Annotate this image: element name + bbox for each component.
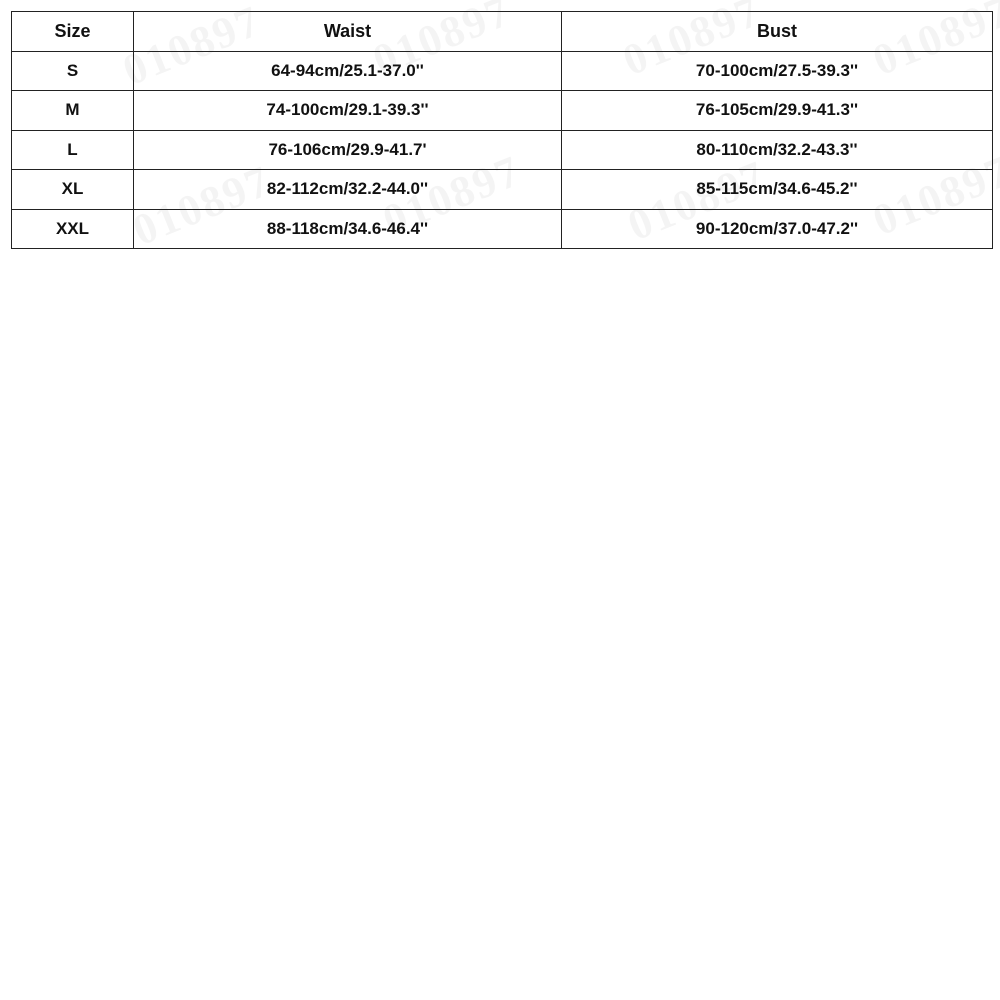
waist-cell: 74-100cm/29.1-39.3'' (134, 91, 562, 131)
table-row (12, 130, 993, 170)
size-cell: S (12, 51, 134, 91)
waist-cell: 64-94cm/25.1-37.0'' (134, 51, 562, 91)
table-row (12, 91, 993, 131)
bust-cell: 90-120cm/37.0-47.2'' (562, 209, 993, 249)
bust-cell: 76-105cm/29.9-41.3'' (562, 91, 993, 131)
table-header-row (12, 12, 993, 52)
bust-cell: 80-110cm/32.2-43.3'' (562, 130, 993, 170)
waist-cell: 88-118cm/34.6-46.4'' (134, 209, 562, 249)
header-waist: Waist (134, 12, 562, 52)
header-bust: Bust (562, 12, 993, 52)
table-row (12, 209, 993, 249)
table-row (12, 51, 993, 91)
bust-cell: 70-100cm/27.5-39.3'' (562, 51, 993, 91)
waist-cell: 76-106cm/29.9-41.7' (134, 130, 562, 170)
size-chart-table (11, 11, 993, 249)
waist-cell: 82-112cm/32.2-44.0'' (134, 170, 562, 210)
header-size: Size (12, 12, 134, 52)
size-cell: L (12, 130, 134, 170)
bust-cell: 85-115cm/34.6-45.2'' (562, 170, 993, 210)
size-cell: XXL (12, 209, 134, 249)
table-row (12, 170, 993, 210)
size-cell: M (12, 91, 134, 131)
size-cell: XL (12, 170, 134, 210)
